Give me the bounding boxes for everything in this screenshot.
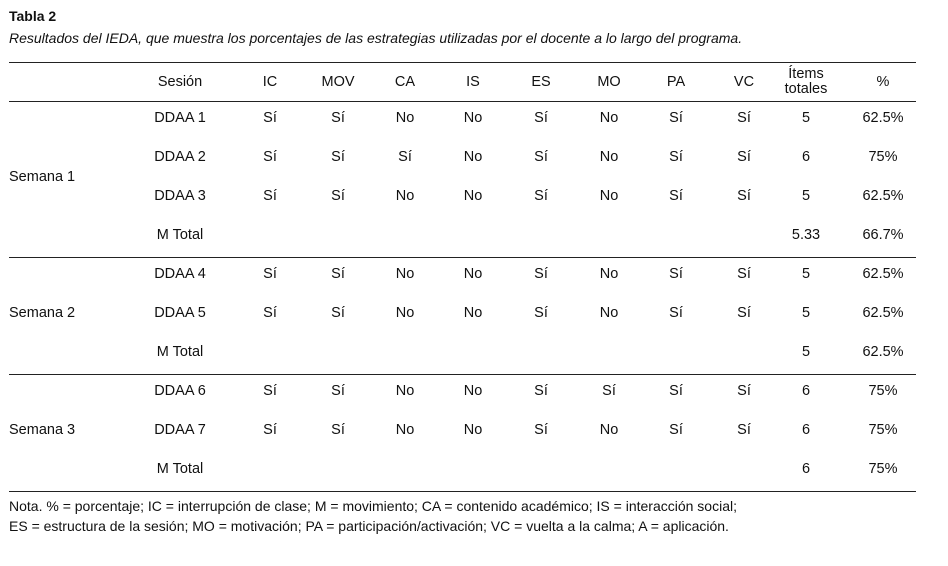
cell-pa: Sí [669, 305, 683, 321]
header-items-line1: Ítems [788, 66, 824, 82]
cell-mov: Sí [331, 266, 345, 282]
cell-pa: Sí [669, 383, 683, 399]
cell-ic: Sí [263, 422, 277, 438]
table-rule [9, 62, 916, 63]
header-es: ES [531, 74, 551, 90]
week-label: Semana 2 [9, 305, 76, 321]
cell-items: 5.33 [791, 227, 821, 243]
week-label: Semana 1 [9, 168, 76, 185]
cell-session: DDAA 1 [154, 110, 206, 126]
cell-is: No [463, 383, 483, 399]
cell-pct: 62.5% [862, 266, 904, 282]
cell-session: DDAA 2 [154, 149, 206, 165]
cell-ca: Sí [398, 149, 412, 165]
cell-mo: No [599, 266, 619, 282]
cell-vc: Sí [737, 383, 751, 399]
cell-items: 6 [801, 383, 811, 399]
cell-mo: No [599, 305, 619, 321]
cell-pa: Sí [669, 422, 683, 438]
cell-es: Sí [534, 110, 548, 126]
header-ca: CA [394, 74, 416, 90]
table-caption: Resultados del IEDA, que muestra los porcentajes de las estrategias utilizadas por el docente a lo largo del programa. [9, 30, 743, 46]
cell-mo: No [599, 110, 619, 126]
cell-session: M Total [156, 461, 204, 477]
cell-pct: 75% [868, 383, 898, 399]
table-rule [9, 101, 916, 102]
cell-vc: Sí [737, 422, 751, 438]
cell-is: No [463, 149, 483, 165]
header-is: IS [466, 74, 480, 90]
cell-pa: Sí [669, 266, 683, 282]
cell-session: DDAA 7 [154, 422, 206, 438]
cell-es: Sí [534, 188, 548, 204]
header-pct: % [876, 74, 890, 90]
cell-items: 5 [801, 344, 811, 360]
header-mov: MOV [321, 74, 355, 90]
cell-session: DDAA 6 [154, 383, 206, 399]
cell-session: M Total [156, 227, 204, 243]
cell-is: No [463, 110, 483, 126]
header-vc: VC [733, 74, 755, 90]
cell-is: No [463, 305, 483, 321]
note-line-1: Nota. % = porcentaje; IC = interrupción de clase; M = movimiento; CA = contenido académico; IS = interacción social; [9, 498, 737, 514]
cell-mo: No [599, 149, 619, 165]
cell-mov: Sí [331, 149, 345, 165]
cell-mov: Sí [331, 110, 345, 126]
cell-ic: Sí [263, 266, 277, 282]
cell-items: 6 [801, 422, 811, 438]
cell-ca: No [395, 266, 415, 282]
cell-session: M Total [156, 344, 204, 360]
cell-ic: Sí [263, 188, 277, 204]
cell-mov: Sí [331, 188, 345, 204]
cell-pct: 62.5% [862, 305, 904, 321]
cell-items: 6 [801, 149, 811, 165]
header-mo: MO [597, 74, 621, 90]
cell-mov: Sí [331, 383, 345, 399]
cell-mo: No [599, 422, 619, 438]
cell-ic: Sí [263, 305, 277, 321]
cell-items: 6 [801, 461, 811, 477]
table-rule [9, 257, 916, 258]
header-items [785, 67, 828, 97]
cell-es: Sí [534, 266, 548, 282]
table-note [9, 496, 929, 536]
cell-mo: Sí [602, 383, 616, 399]
cell-mov: Sí [331, 305, 345, 321]
cell-pct: 66.7% [862, 227, 904, 243]
cell-pa: Sí [669, 110, 683, 126]
cell-ca: No [395, 188, 415, 204]
cell-mov: Sí [331, 422, 345, 438]
cell-pct: 62.5% [862, 110, 904, 126]
cell-session: DDAA 5 [154, 305, 206, 321]
table-title: Tabla 2 [9, 8, 57, 24]
cell-ic: Sí [263, 110, 277, 126]
table-rule [9, 491, 916, 492]
cell-pct: 75% [868, 422, 898, 438]
cell-vc: Sí [737, 266, 751, 282]
header-session: Sesión [157, 74, 203, 90]
cell-mo: No [599, 188, 619, 204]
header-items-line2: totales [784, 81, 828, 97]
cell-ca: No [395, 422, 415, 438]
note-line-2: ES = estructura de la sesión; MO = motivación; PA = participación/activación; VC = vuelta a la calma; A = aplicación. [9, 518, 729, 534]
cell-vc: Sí [737, 149, 751, 165]
cell-session: DDAA 3 [154, 188, 206, 204]
cell-ic: Sí [263, 383, 277, 399]
cell-ca: No [395, 305, 415, 321]
week-label: Semana 3 [9, 422, 76, 438]
cell-is: No [463, 266, 483, 282]
cell-ca: No [395, 383, 415, 399]
cell-es: Sí [534, 305, 548, 321]
cell-pa: Sí [669, 149, 683, 165]
cell-vc: Sí [737, 188, 751, 204]
cell-items: 5 [801, 110, 811, 126]
cell-items: 5 [801, 305, 811, 321]
cell-vc: Sí [737, 110, 751, 126]
cell-session: DDAA 4 [154, 266, 206, 282]
cell-is: No [463, 422, 483, 438]
cell-pct: 62.5% [862, 344, 904, 360]
cell-es: Sí [534, 422, 548, 438]
cell-ca: No [395, 110, 415, 126]
cell-items: 5 [801, 266, 811, 282]
cell-is: No [463, 188, 483, 204]
header-ic: IC [262, 74, 278, 90]
cell-es: Sí [534, 383, 548, 399]
cell-ic: Sí [263, 149, 277, 165]
table-rule [9, 374, 916, 375]
cell-items: 5 [801, 188, 811, 204]
cell-pct: 75% [868, 461, 898, 477]
cell-pa: Sí [669, 188, 683, 204]
cell-es: Sí [534, 149, 548, 165]
cell-vc: Sí [737, 305, 751, 321]
header-pa: PA [666, 74, 686, 90]
cell-pct: 75% [868, 149, 898, 165]
cell-pct: 62.5% [862, 188, 904, 204]
